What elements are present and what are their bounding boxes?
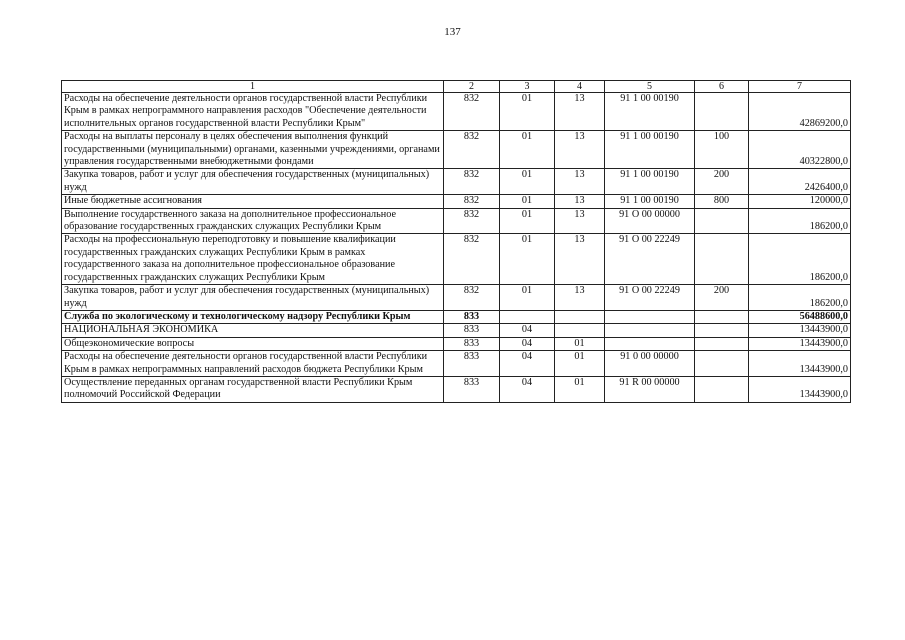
header-row — [62, 81, 851, 93]
row-code-3: 04 — [500, 351, 555, 377]
row-code-3: 01 — [500, 285, 555, 311]
table-row — [62, 195, 851, 208]
row-code-6 — [695, 324, 749, 337]
row-code-2: 832 — [444, 234, 500, 285]
row-amount: 56488600,0 — [749, 310, 851, 323]
row-code-4: 13 — [555, 131, 605, 169]
row-code-6 — [695, 93, 749, 131]
row-code-6: 800 — [695, 195, 749, 208]
row-code-3 — [500, 310, 555, 323]
row-code-6: 200 — [695, 285, 749, 311]
row-amount: 13443900,0 — [749, 376, 851, 402]
table-row — [62, 285, 851, 311]
row-code-3: 01 — [500, 93, 555, 131]
row-code-2: 832 — [444, 195, 500, 208]
table-row — [62, 324, 851, 337]
row-code-2: 833 — [444, 324, 500, 337]
row-code-5 — [605, 310, 695, 323]
row-code-4: 01 — [555, 351, 605, 377]
row-code-5: 91 1 00 00190 — [605, 131, 695, 169]
table-row — [62, 310, 851, 323]
row-code-2: 832 — [444, 208, 500, 234]
row-amount: 13443900,0 — [749, 324, 851, 337]
row-code-6 — [695, 351, 749, 377]
header-cell: 2 — [444, 81, 500, 93]
row-code-4 — [555, 324, 605, 337]
row-code-6 — [695, 337, 749, 350]
header-cell: 6 — [695, 81, 749, 93]
row-code-5 — [605, 324, 695, 337]
row-amount: 186200,0 — [749, 234, 851, 285]
row-code-4: 13 — [555, 234, 605, 285]
row-code-2: 832 — [444, 93, 500, 131]
row-description: Расходы на обеспечение деятельности органов государственной власти Республики Крым в рамках непрограммного направления расходов "Обеспечение деятельности исполнительных органов государственной власти Республики Крым" — [62, 93, 444, 131]
row-code-3: 01 — [500, 234, 555, 285]
row-amount: 186200,0 — [749, 208, 851, 234]
row-code-5: 91 0 00 00000 — [605, 351, 695, 377]
header-cell: 3 — [500, 81, 555, 93]
row-code-4: 13 — [555, 169, 605, 195]
row-code-3: 04 — [500, 376, 555, 402]
row-code-2: 833 — [444, 376, 500, 402]
row-description: Иные бюджетные ассигнования — [62, 195, 444, 208]
table-row — [62, 376, 851, 402]
row-code-6 — [695, 376, 749, 402]
row-code-6: 100 — [695, 131, 749, 169]
row-code-5 — [605, 337, 695, 350]
row-code-5: 91 R 00 00000 — [605, 376, 695, 402]
row-amount: 186200,0 — [749, 285, 851, 311]
row-code-5: 91 О 00 22249 — [605, 234, 695, 285]
row-code-5: 91 1 00 00190 — [605, 93, 695, 131]
table-row — [62, 234, 851, 285]
table-row — [62, 93, 851, 131]
row-amount: 2426400,0 — [749, 169, 851, 195]
row-code-6 — [695, 234, 749, 285]
table-row — [62, 208, 851, 234]
row-amount: 40322800,0 — [749, 131, 851, 169]
row-code-6 — [695, 310, 749, 323]
row-amount: 42869200,0 — [749, 93, 851, 131]
row-amount: 13443900,0 — [749, 337, 851, 350]
row-code-3: 01 — [500, 195, 555, 208]
row-code-6 — [695, 208, 749, 234]
row-description: НАЦИОНАЛЬНАЯ ЭКОНОМИКА — [62, 324, 444, 337]
row-code-4 — [555, 310, 605, 323]
table-row — [62, 169, 851, 195]
header-cell: 7 — [749, 81, 851, 93]
header-cell: 5 — [605, 81, 695, 93]
row-code-5: 91 1 00 00190 — [605, 169, 695, 195]
row-code-6: 200 — [695, 169, 749, 195]
row-description: Расходы на обеспечение деятельности органов государственной власти Республики Крым в рамках непрограммных направлений расходов бюджета Республики Крым — [62, 351, 444, 377]
row-code-2: 832 — [444, 131, 500, 169]
budget-table — [61, 80, 851, 403]
row-description: Общеэкономические вопросы — [62, 337, 444, 350]
table-row — [62, 351, 851, 377]
row-code-5: 91 О 00 00000 — [605, 208, 695, 234]
row-code-5: 91 1 00 00190 — [605, 195, 695, 208]
row-code-3: 04 — [500, 337, 555, 350]
row-code-3: 01 — [500, 208, 555, 234]
row-code-4: 01 — [555, 337, 605, 350]
row-description: Расходы на выплаты персоналу в целях обеспечения выполнения функций государственными (муниципальными) органами, казенными учреждениями, органами управления государственными внебюджетными фондами — [62, 131, 444, 169]
page-number: 137 — [444, 26, 461, 38]
row-code-4: 13 — [555, 93, 605, 131]
table-row — [62, 131, 851, 169]
table-row — [62, 337, 851, 350]
row-description: Осуществление переданных органам государственной власти Республики Крым полномочий Российской Федерации — [62, 376, 444, 402]
row-description: Закупка товаров, работ и услуг для обеспечения государственных (муниципальных) нужд — [62, 169, 444, 195]
row-code-2: 833 — [444, 351, 500, 377]
row-amount: 13443900,0 — [749, 351, 851, 377]
row-amount: 120000,0 — [749, 195, 851, 208]
row-code-2: 832 — [444, 285, 500, 311]
row-code-4: 13 — [555, 208, 605, 234]
row-description: Закупка товаров, работ и услуг для обеспечения государственных (муниципальных) нужд — [62, 285, 444, 311]
row-code-3: 01 — [500, 169, 555, 195]
row-code-3: 04 — [500, 324, 555, 337]
row-code-4: 13 — [555, 285, 605, 311]
row-code-4: 01 — [555, 376, 605, 402]
row-description: Выполнение государственного заказа на дополнительное профессиональное образование государственных гражданских служащих Республики Крым — [62, 208, 444, 234]
row-code-5: 91 О 00 22249 — [605, 285, 695, 311]
row-code-3: 01 — [500, 131, 555, 169]
row-code-2: 833 — [444, 310, 500, 323]
row-description: Служба по экологическому и технологическому надзору Республики Крым — [62, 310, 444, 323]
header-cell: 1 — [62, 81, 444, 93]
row-code-2: 833 — [444, 337, 500, 350]
row-description: Расходы на профессиональную переподготовку и повышение квалификации государственных гражданских служащих Республики Крым в рамках государственного заказа на дополнительное профессиональное образование государственных гражданских служащих Республики Крым — [62, 234, 444, 285]
header-cell: 4 — [555, 81, 605, 93]
row-code-2: 832 — [444, 169, 500, 195]
row-code-4: 13 — [555, 195, 605, 208]
